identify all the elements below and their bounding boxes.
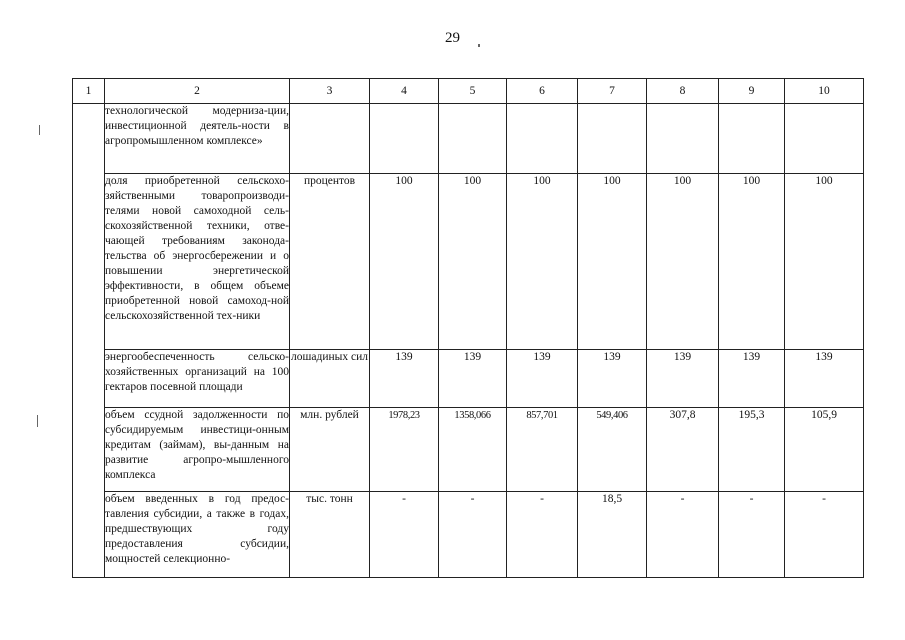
value-cell: - bbox=[507, 492, 578, 578]
table-row bbox=[73, 104, 864, 174]
value-cell: 139 bbox=[439, 350, 507, 408]
row-number-cell bbox=[73, 104, 105, 578]
table-row bbox=[73, 492, 864, 578]
page-number: 29 bbox=[445, 30, 460, 46]
header-cell: 5 bbox=[439, 79, 507, 104]
unit-cell: процентов bbox=[290, 174, 370, 350]
indicator-table bbox=[72, 78, 864, 578]
header-row bbox=[73, 79, 864, 104]
value-cell: 1978,23 bbox=[370, 408, 439, 492]
scan-speck bbox=[37, 415, 38, 427]
value-cell: 100 bbox=[578, 174, 647, 350]
value-cell: 195,3 bbox=[719, 408, 785, 492]
scan-speck bbox=[478, 44, 480, 47]
scan-speck bbox=[39, 125, 40, 135]
value-cell bbox=[647, 104, 719, 174]
header-cell: 4 bbox=[370, 79, 439, 104]
unit-cell: тыс. тонн bbox=[290, 492, 370, 578]
value-cell: 18,5 bbox=[578, 492, 647, 578]
value-cell: 307,8 bbox=[647, 408, 719, 492]
header-cell: 8 bbox=[647, 79, 719, 104]
header-cell: 6 bbox=[507, 79, 578, 104]
value-cell bbox=[719, 104, 785, 174]
value-cell: 857,701 bbox=[507, 408, 578, 492]
value-cell: - bbox=[439, 492, 507, 578]
value-cell bbox=[439, 104, 507, 174]
value-cell: 100 bbox=[507, 174, 578, 350]
header-cell: 7 bbox=[578, 79, 647, 104]
value-cell: 139 bbox=[785, 350, 864, 408]
unit-cell: лошадиных сил bbox=[290, 350, 370, 408]
indicator-description: энергообеспеченность сельско-хозяйственных организаций на 100 гектаров посевной площади bbox=[105, 350, 290, 408]
value-cell bbox=[578, 104, 647, 174]
value-cell: 139 bbox=[507, 350, 578, 408]
indicator-description: технологической модерниза-ции, инвестиционной деятель-ности в агропромышленном комплексе» bbox=[105, 104, 290, 174]
value-cell: 100 bbox=[370, 174, 439, 350]
indicator-description: объем ссудной задолженности по субсидируемым инвестици-онным кредитам (займам), вы-данным на развитие агропро-мышленного комплекса bbox=[105, 408, 290, 492]
indicator-description: доля приобретенной сельскохо-зяйственными товаропроизводи-телями новой самоходной сель-скохозяйственной техники, отве-чающей требованиям законода-тельства об энергосбережении и о повышении энергетической эффективности, в общем объеме приобретенной новой самоход-ной сельскохозяйственной тех-ники bbox=[105, 174, 290, 350]
value-cell: 100 bbox=[439, 174, 507, 350]
value-cell: 1358,066 bbox=[439, 408, 507, 492]
header-cell: 3 bbox=[290, 79, 370, 104]
value-cell: 100 bbox=[719, 174, 785, 350]
table-row bbox=[73, 408, 864, 492]
value-cell: 105,9 bbox=[785, 408, 864, 492]
table-row bbox=[73, 174, 864, 350]
value-cell: 100 bbox=[785, 174, 864, 350]
value-cell: - bbox=[370, 492, 439, 578]
value-cell: 100 bbox=[647, 174, 719, 350]
value-cell bbox=[507, 104, 578, 174]
unit-cell: млн. рублей bbox=[290, 408, 370, 492]
value-cell: - bbox=[647, 492, 719, 578]
value-cell: 549,406 bbox=[578, 408, 647, 492]
value-cell: - bbox=[785, 492, 864, 578]
indicator-description: объем введенных в год предос-тавления субсидии, а также в годах, предшествующих году предоставления субсидии, мощностей селекционно- bbox=[105, 492, 290, 578]
value-cell: 139 bbox=[578, 350, 647, 408]
unit-cell bbox=[290, 104, 370, 174]
header-cell: 10 bbox=[785, 79, 864, 104]
header-cell: 1 bbox=[73, 79, 105, 104]
header-cell: 2 bbox=[105, 79, 290, 104]
value-cell bbox=[370, 104, 439, 174]
table-row bbox=[73, 350, 864, 408]
value-cell bbox=[785, 104, 864, 174]
value-cell: 139 bbox=[370, 350, 439, 408]
value-cell: 139 bbox=[647, 350, 719, 408]
value-cell: 139 bbox=[719, 350, 785, 408]
value-cell: - bbox=[719, 492, 785, 578]
header-cell: 9 bbox=[719, 79, 785, 104]
